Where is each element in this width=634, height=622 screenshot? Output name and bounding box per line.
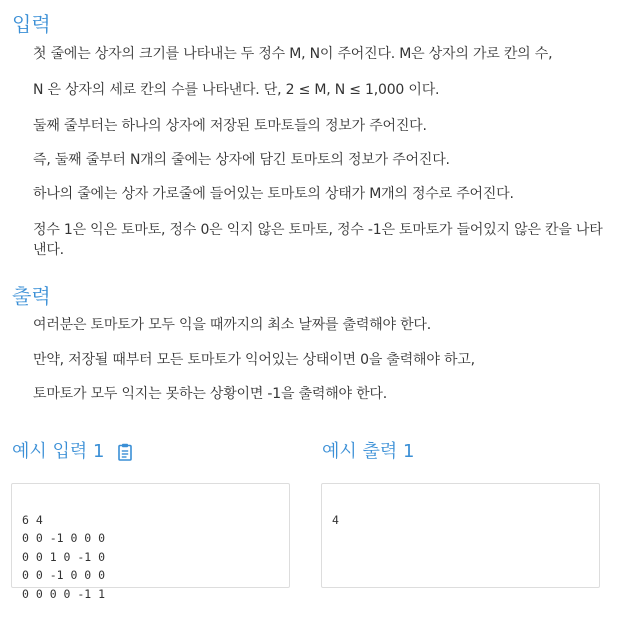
- input-paragraph: 둘째 줄부터는 하나의 상자에 저장된 토마토들의 정보가 주어진다.: [33, 118, 427, 134]
- sample-output-title: 예시 출력 1: [322, 441, 415, 462]
- output-paragraph: 만약, 저장될 때부터 모든 토마토가 익어있는 상태이면 0을 출력해야 하고,: [33, 352, 475, 368]
- output-paragraph: 토마토가 모두 익지는 못하는 상황이면 -1을 출력해야 한다.: [33, 386, 388, 402]
- input-paragraph: 하나의 줄에는 상자 가로줄에 들어있는 토마토의 상태가 M개의 정수로 주어진다.: [33, 186, 514, 202]
- sample-input-box[interactable]: [11, 483, 290, 601]
- sample-output-header: [322, 441, 414, 463]
- output-section-title: 출력: [12, 284, 51, 308]
- sample-input-line: 0 0 -1 0 0 0: [22, 568, 106, 582]
- input-paragraph: N 은 상자의 세로 칸의 수를 나타낸다. 단, 2 ≤ M, N ≤ 1,000 이다.: [33, 82, 440, 98]
- input-paragraph: 정수 1은 익은 토마토, 정수 0은 익지 않은 토마토, 정수 -1은 토마토가 들어있지 않은 칸을 나타낸다.: [33, 222, 603, 258]
- output-paragraph: 여러분은 토마토가 모두 익을 때까지의 최소 날짜를 출력해야 한다.: [33, 317, 431, 333]
- sample-input-title: 예시 입력 1: [12, 441, 105, 462]
- sample-input-header: [12, 441, 132, 463]
- clipboard-icon[interactable]: [118, 443, 132, 461]
- sample-input-line: 0 0 0 0 -1 1: [22, 586, 106, 601]
- input-paragraph: 첫 줄에는 상자의 크기를 나타내는 두 정수 M, N이 주어진다. M은 상자의 가로 칸의 수,: [33, 46, 553, 62]
- sample-output-line: 4: [332, 512, 339, 527]
- input-section-title: 입력: [12, 12, 51, 36]
- sample-input-line: 0 0 1 0 -1 0: [22, 549, 106, 564]
- sample-output-box[interactable]: [321, 483, 600, 588]
- sample-input-line: 6 4: [22, 512, 43, 527]
- sample-input-line: 0 0 -1 0 0 0: [22, 531, 106, 545]
- input-paragraph: 즉, 둘째 줄부터 N개의 줄에는 상자에 담긴 토마토의 정보가 주어진다.: [33, 152, 450, 168]
